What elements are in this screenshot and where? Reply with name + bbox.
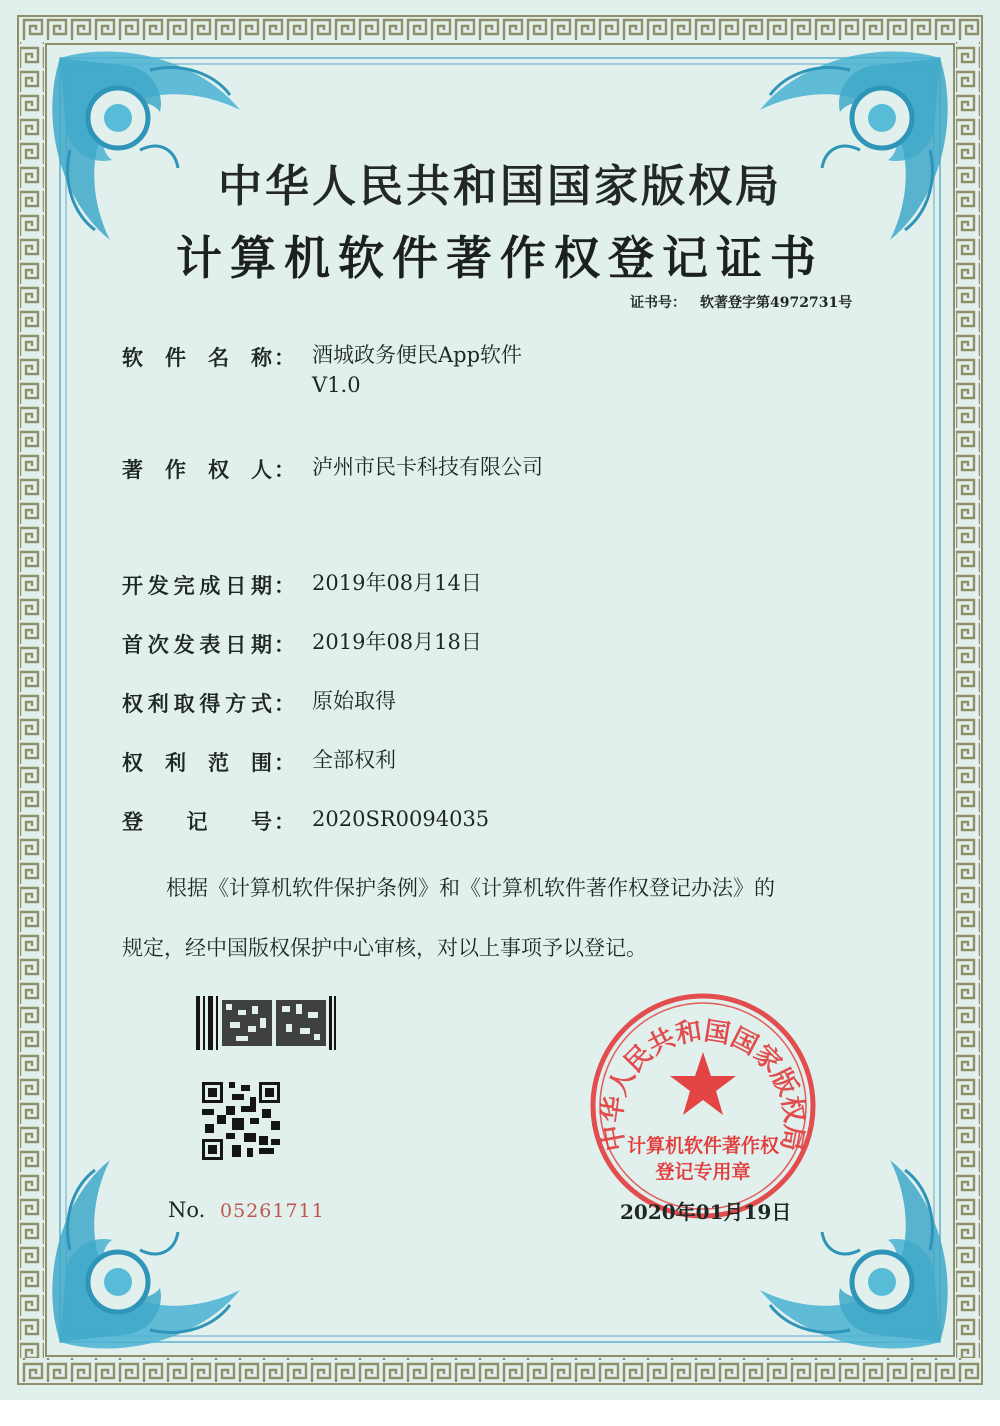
scope-colon: ： [274,750,295,775]
acquire-label: 权利取得方式 [122,691,272,716]
statement-line-1: 根据《计算机软件保护条例》和《计算机软件著作权登记办法》的 [166,876,775,900]
certificate-title: 计算机软件著作权登记证书 [176,231,824,285]
statement-line-2: 规定，经中国版权保护中心审核，对以上事项予以登记。 [122,936,647,960]
certificate-number [630,292,852,312]
key-band-bottom [20,1358,980,1382]
scope-label: 权利范围 [122,750,272,775]
software-name-label: 软件名称 [122,345,272,370]
certificate-number-label: 证书号： [630,295,686,311]
software-version-value: V1.0 [312,373,361,397]
qr-code-icon [202,1082,280,1160]
pub-date-colon: ： [274,632,295,657]
issue-date: 2020年01月19日 [620,1200,792,1224]
seal-line-2: 登记专用章 [655,1161,751,1183]
pub-date-value: 2019年08月18日 [312,630,482,654]
scan-margin [0,1400,1000,1426]
reg-no-label: 登记号 [122,809,272,834]
software-name-value: 酒城政务便民App软件 [312,343,523,367]
serial-number: 05261711 [220,1200,325,1222]
seal-ring-text: 中华人民共和国国家版权局 [597,1016,809,1154]
owner-label: 著作权人 [122,457,272,482]
software-name-colon: ： [274,345,295,370]
official-seal [587,990,819,1222]
dev-date-colon: ： [274,573,295,598]
dev-date-value: 2019年08月14日 [312,571,482,595]
owner-value: 泸州市民卡科技有限公司 [312,455,543,479]
pub-date-label: 首次发表日期 [122,632,272,657]
barcode-icon [196,996,336,1050]
key-band-top [20,18,980,42]
scope-value: 全部权利 [312,748,396,772]
dev-date-label: 开发完成日期 [122,573,272,598]
owner-colon: ： [274,457,295,482]
acquire-value: 原始取得 [312,689,396,713]
serial-prefix: No. [168,1198,206,1222]
seal-line-1: 计算机软件著作权 [626,1135,780,1157]
reg-no-colon: ： [274,809,295,834]
star-icon [670,1052,736,1115]
reg-no-value: 2020SR0094035 [312,807,490,831]
acquire-colon: ： [274,691,295,716]
issuing-authority: 中华人民共和国国家版权局 [218,161,782,212]
certificate-number-value: 软著登字第4972731号 [700,295,853,311]
